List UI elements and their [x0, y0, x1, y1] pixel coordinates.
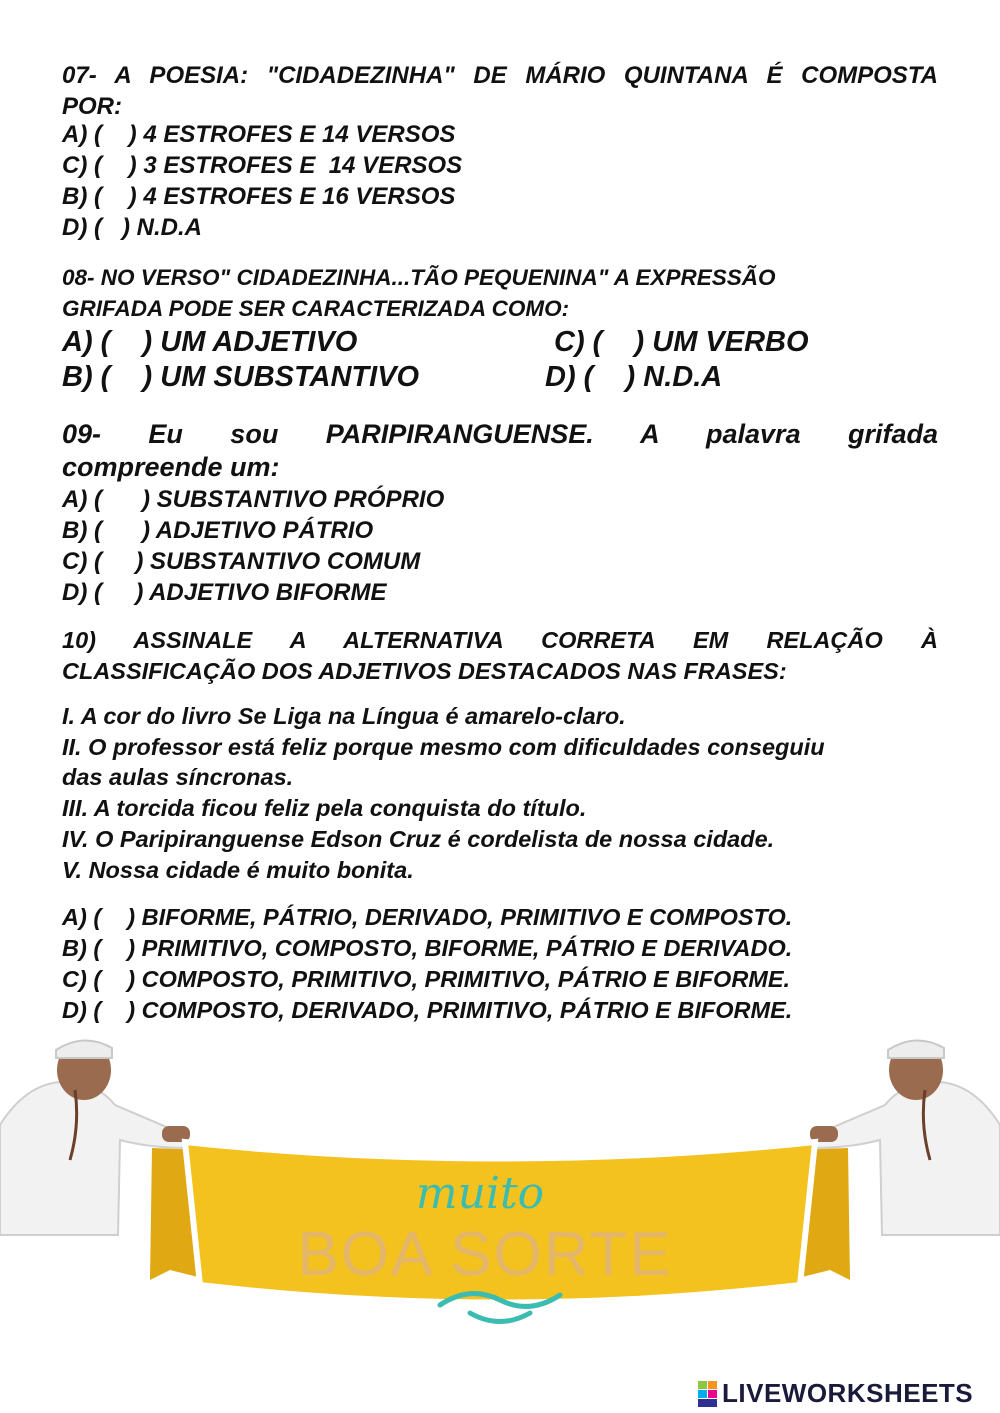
q10-option-b[interactable]: B) ( ) PRIMITIVO, COMPOSTO, BIFORME, PÁTRIO E DERIVADO.: [62, 935, 793, 961]
q10-stem-line1: 10) ASSINALE A ALTERNATIVA CORRETA EM RELAÇÃO À: [62, 627, 938, 653]
q07-option-a[interactable]: A) ( ) 4 ESTROFES E 14 VERSOS: [62, 121, 456, 148]
q08-option-a[interactable]: A) ( ) UM ADJETIVO: [62, 326, 358, 358]
liveworksheets-logo-icon: [698, 1381, 718, 1407]
q08-option-c[interactable]: C) ( ) UM VERBO: [554, 326, 809, 358]
q07-option-d[interactable]: D) ( ) N.D.A: [62, 214, 202, 241]
q08-option-b[interactable]: B) ( ) UM SUBSTANTIVO: [62, 361, 420, 393]
q07-stem-line2: POR:: [62, 93, 122, 120]
q09-option-b[interactable]: B) ( ) ADJETIVO PÁTRIO: [62, 517, 374, 544]
q09-stem-line2: compreende um:: [62, 452, 280, 482]
q10-option-c[interactable]: C) ( ) COMPOSTO, PRIMITIVO, PRIMITIVO, PÁTRIO E BIFORME.: [62, 966, 791, 992]
q10-sentence-1: I. A cor do livro Se Liga na Língua é amarelo-claro.: [62, 703, 626, 729]
q10-sentence-5: V. Nossa cidade é muito bonita.: [62, 857, 414, 883]
q09-option-a[interactable]: A) ( ) SUBSTANTIVO PRÓPRIO: [62, 486, 445, 513]
q07-option-c[interactable]: C) ( ) 3 ESTROFES E 14 VERSOS: [62, 152, 463, 179]
q07-stem-line1: 07- A POESIA: "CIDADEZINHA" DE MÁRIO QUINTANA É COMPOSTA: [62, 62, 938, 89]
q08-option-d[interactable]: D) ( ) N.D.A: [545, 361, 723, 393]
liveworksheets-brand[interactable]: LIVEWORKSHEETS: [722, 1378, 974, 1408]
q10-sentence-3: III. A torcida ficou feliz pela conquista do título.: [62, 795, 587, 821]
q09-option-c[interactable]: C) ( ) SUBSTANTIVO COMUM: [62, 548, 421, 575]
q08-stem-line2: GRIFADA PODE SER CARACTERIZADA COMO:: [62, 296, 570, 321]
q09-stem-line1: 09- Eu sou PARIPIRANGUENSE. A palavra grifada: [62, 419, 938, 449]
q10-sentence-4: IV. O Paripiranguense Edson Cruz é cordelista de nossa cidade.: [62, 826, 775, 852]
q10-sentence-2: II. O professor está feliz porque mesmo com dificuldades conseguiu: [62, 734, 825, 760]
banner-script-text: muito: [415, 1168, 545, 1219]
q10-option-d[interactable]: D) ( ) COMPOSTO, DERIVADO, PRIMITIVO, PÁTRIO E BIFORME.: [62, 997, 793, 1023]
q10-sentence-2-cont: das aulas síncronas.: [62, 764, 294, 790]
good-luck-banner: [0, 1030, 1000, 1340]
q09-option-d[interactable]: D) ( ) ADJETIVO BIFORME: [62, 579, 387, 606]
q10-option-a[interactable]: A) ( ) BIFORME, PÁTRIO, DERIVADO, PRIMITIVO E COMPOSTO.: [62, 904, 793, 930]
banner-main-text: BOA SORTE: [297, 1220, 673, 1289]
q07-option-b[interactable]: B) ( ) 4 ESTROFES E 16 VERSOS: [62, 183, 456, 210]
q08-stem-line1: 08- NO VERSO" CIDADEZINHA...TÃO PEQUENINA" A EXPRESSÃO: [62, 265, 776, 290]
q10-stem-line2: CLASSIFICAÇÃO DOS ADJETIVOS DESTACADOS NAS FRASES:: [62, 658, 787, 684]
